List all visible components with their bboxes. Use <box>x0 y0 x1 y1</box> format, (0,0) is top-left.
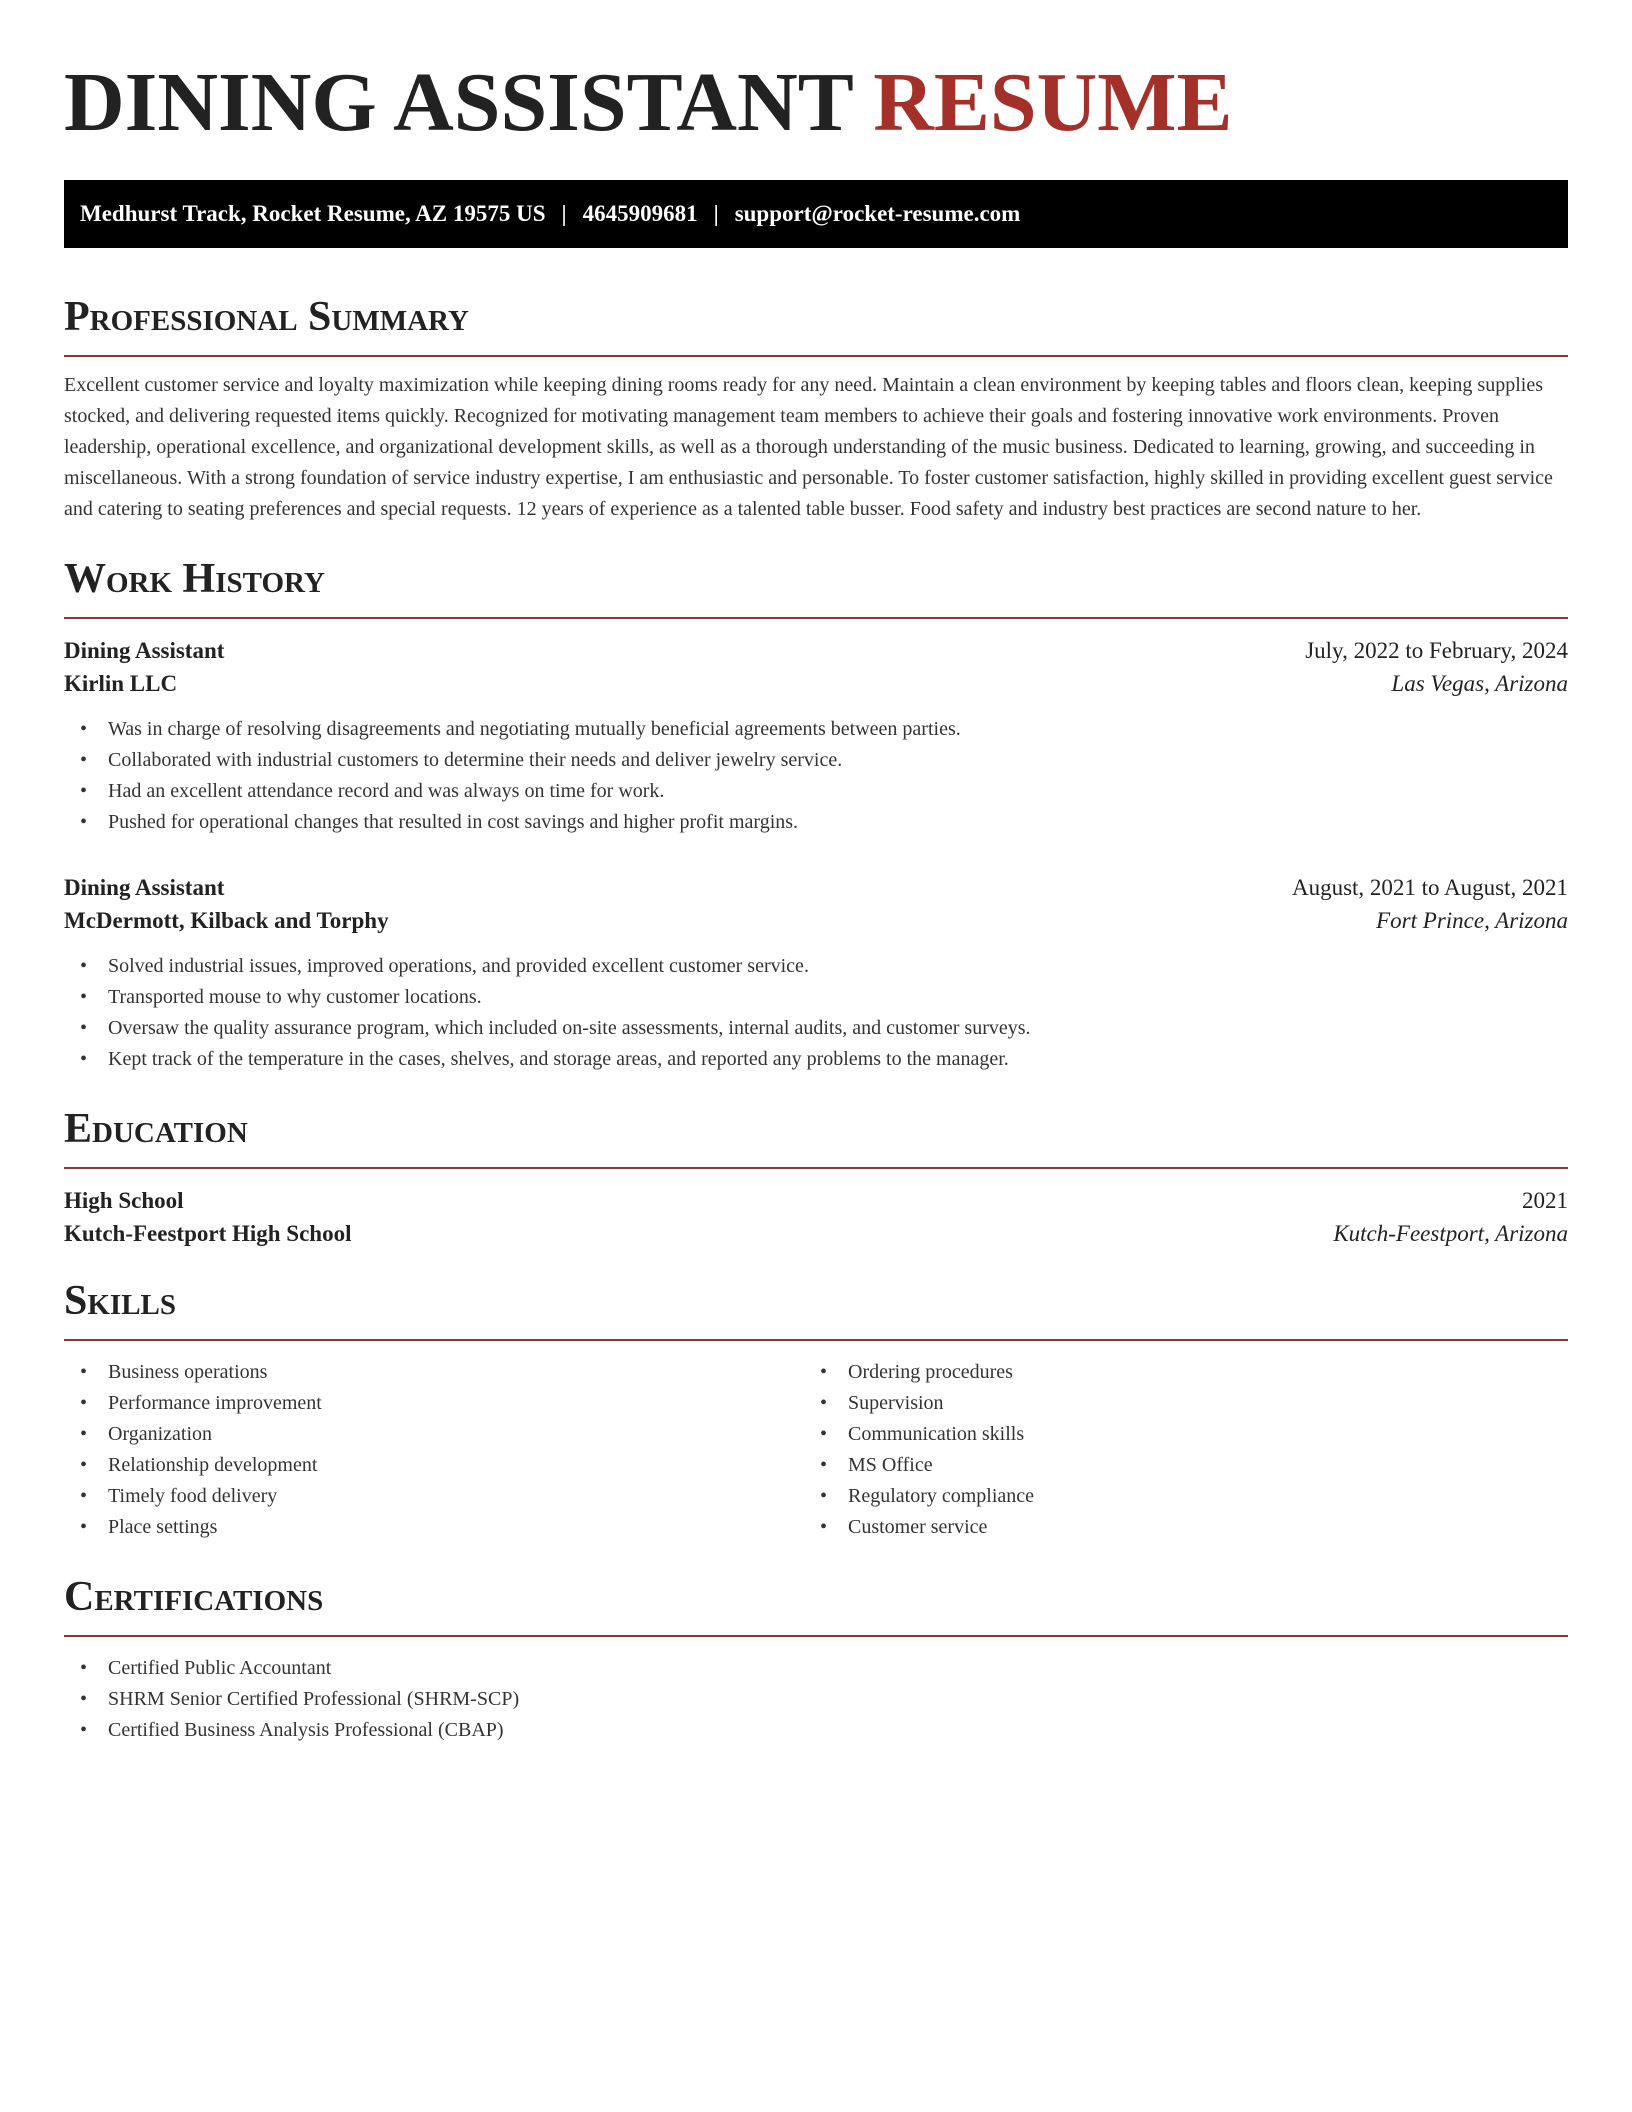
education-year: 2021 <box>1522 1188 1568 1213</box>
list-item: • Regulatory compliance <box>804 1481 1544 1512</box>
skills-grid <box>64 1357 1568 1543</box>
list-item: • Business operations <box>64 1357 804 1388</box>
contact-phone: 4645909681 <box>582 201 698 226</box>
list-item: • Oversaw the quality assurance program, which included on-site assessments, internal audits, and customer surveys. <box>64 1013 1568 1044</box>
list-item: • Kept track of the temperature in the cases, shelves, and storage areas, and reported any problems to the manager. <box>64 1044 1568 1075</box>
resume-title <box>64 58 1568 148</box>
job-company-row <box>64 908 1568 934</box>
work-heading: Work History <box>64 556 325 602</box>
job-location: Fort Prince, Arizona <box>1376 908 1568 933</box>
education-school-row <box>64 1221 1568 1247</box>
list-item: • MS Office <box>804 1450 1544 1481</box>
section-divider <box>64 1339 1568 1341</box>
education-location: Kutch-Feestport, Arizona <box>1333 1221 1568 1246</box>
resume-title-main: DINING ASSISTANT <box>64 56 853 149</box>
education-degree: High School <box>64 1188 184 1213</box>
section-divider <box>64 355 1568 357</box>
contact-separator: | <box>561 201 567 226</box>
section-divider <box>64 1635 1568 1637</box>
job-company: McDermott, Kilback and Torphy <box>64 908 389 933</box>
job-bullets <box>64 714 1568 838</box>
summary-heading: Professional Summary <box>64 294 469 340</box>
contact-address: Medhurst Track, Rocket Resume, AZ 19575 US <box>80 201 546 226</box>
education-heading: Education <box>64 1106 248 1152</box>
list-item: • Relationship development <box>64 1450 804 1481</box>
job-location: Las Vegas, Arizona <box>1391 671 1568 696</box>
skills-list-left <box>64 1357 804 1543</box>
summary-text: Excellent customer service and loyalty maximization while keeping dining rooms ready for any need. Maintain a clean environment by keeping tables and floors clean, keeping supplies stocked, and delivering requested items quickly. Recognized for motivating management team members to achieve their goals and fostering innovative work environments. Proven leadership, operational excellence, and organizational development skills, as well as a thorough understanding of the music business. Dedicated to learning, growing, and succeeding in miscellaneous. With a strong foundation of service industry expertise, I am enthusiastic and personable. To foster customer satisfaction, highly skilled in providing excellent guest service and catering to seating preferences and special requests. 12 years of experience as a talented table busser. Food safety and industry best practices are second nature to her. <box>64 374 1553 520</box>
skills-section <box>64 1277 1568 1543</box>
list-item: • Collaborated with industrial customers to determine their needs and deliver jewelry service. <box>64 745 1568 776</box>
list-item: • Timely food delivery <box>64 1481 804 1512</box>
summary-section <box>64 293 1568 525</box>
list-item: • Supervision <box>804 1388 1544 1419</box>
resume-page <box>64 0 1568 1746</box>
list-item: • Was in charge of resolving disagreements and negotiating mutually beneficial agreements between parties. <box>64 714 1568 745</box>
job-company-row <box>64 671 1568 697</box>
list-item: • SHRM Senior Certified Professional (SHRM-SCP) <box>64 1684 1568 1715</box>
certifications-section <box>64 1573 1568 1746</box>
education-school: Kutch-Feestport High School <box>64 1221 352 1246</box>
list-item: • Solved industrial issues, improved operations, and provided excellent customer service. <box>64 951 1568 982</box>
list-item: • Communication skills <box>804 1419 1544 1450</box>
section-divider <box>64 1167 1568 1169</box>
list-item: • Performance improvement <box>64 1388 804 1419</box>
education-entry <box>64 1188 1568 1247</box>
education-section <box>64 1105 1568 1247</box>
work-section <box>64 555 1568 1075</box>
list-item: • Had an excellent attendance record and was always on time for work. <box>64 776 1568 807</box>
list-item: • Organization <box>64 1419 804 1450</box>
list-item: • Pushed for operational changes that resulted in cost savings and higher profit margins. <box>64 807 1568 838</box>
resume-title-accent: RESUME <box>873 56 1233 149</box>
list-item: • Customer service <box>804 1512 1544 1543</box>
job-entry <box>64 638 1568 838</box>
job-entry <box>64 875 1568 1075</box>
section-divider <box>64 617 1568 619</box>
certifications-list <box>64 1653 1568 1746</box>
list-item: • Ordering procedures <box>804 1357 1544 1388</box>
job-dates: July, 2022 to February, 2024 <box>1305 638 1568 663</box>
list-item: • Transported mouse to why customer locations. <box>64 982 1568 1013</box>
contact-separator: | <box>713 201 719 226</box>
job-header-row <box>64 638 1568 664</box>
list-item: • Place settings <box>64 1512 804 1543</box>
certifications-heading: Certifications <box>64 1574 324 1620</box>
job-title: Dining Assistant <box>64 875 225 900</box>
job-header-row <box>64 875 1568 901</box>
list-item: • Certified Public Accountant <box>64 1653 1568 1684</box>
skills-heading: Skills <box>64 1278 177 1324</box>
job-company: Kirlin LLC <box>64 671 178 696</box>
education-header-row <box>64 1188 1568 1214</box>
job-title: Dining Assistant <box>64 638 225 663</box>
contact-bar <box>64 180 1568 248</box>
skills-list-right <box>804 1357 1544 1543</box>
list-item: • Certified Business Analysis Professional (CBAP) <box>64 1715 1568 1746</box>
contact-email: support@rocket-resume.com <box>734 201 1021 226</box>
job-bullets <box>64 951 1568 1075</box>
job-dates: August, 2021 to August, 2021 <box>1291 875 1568 900</box>
